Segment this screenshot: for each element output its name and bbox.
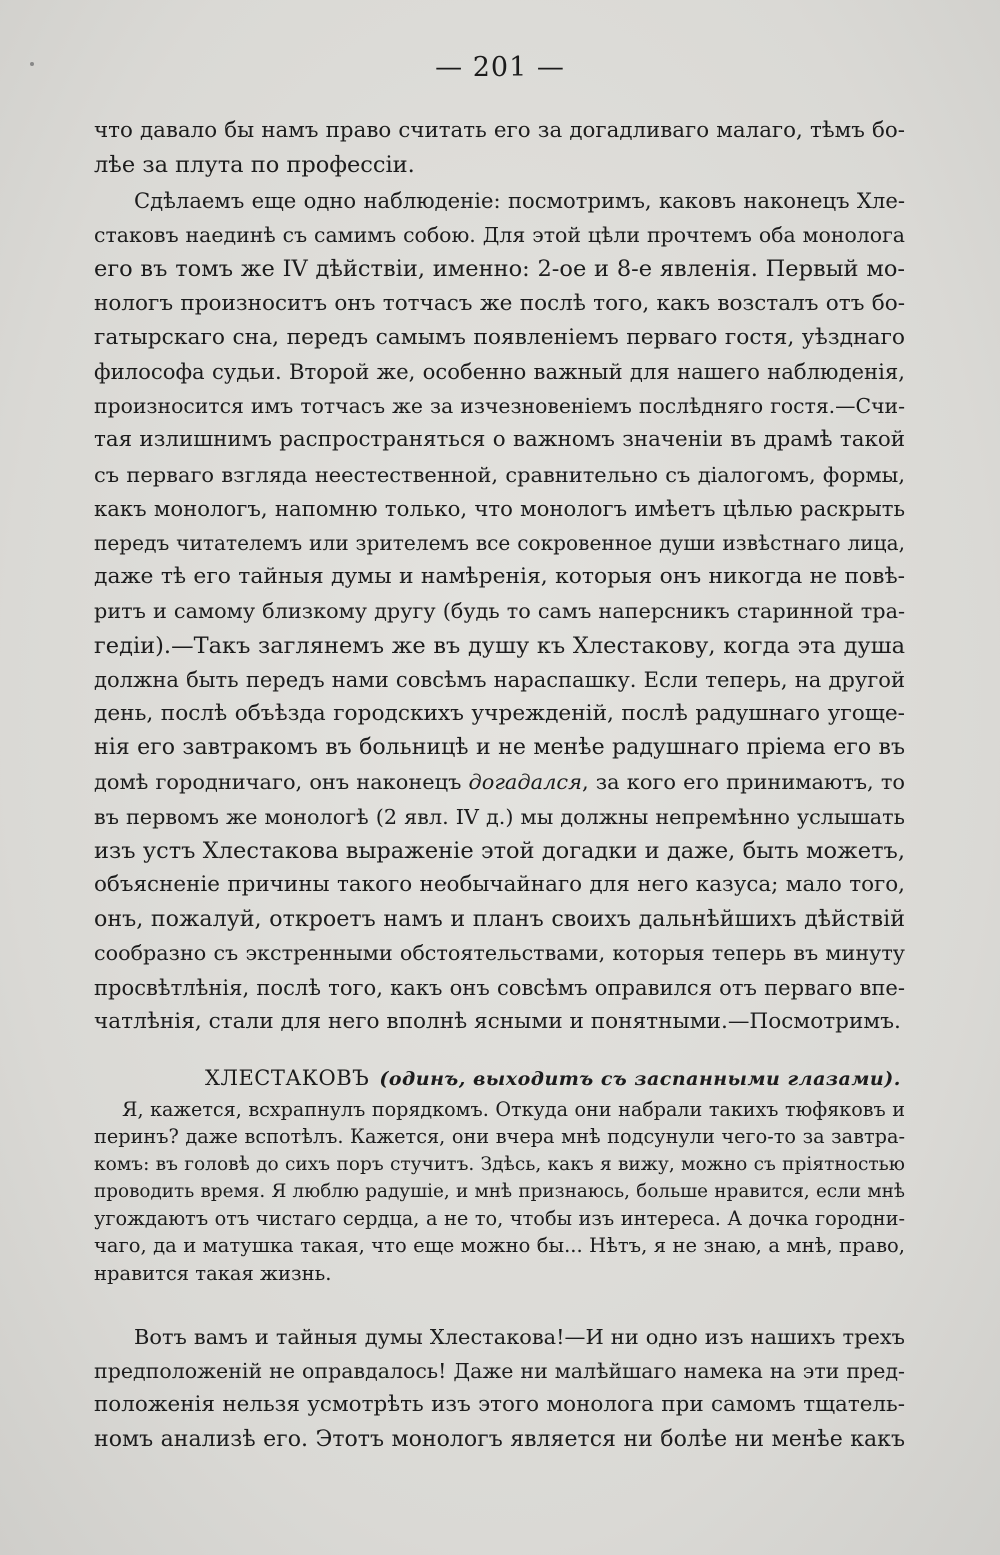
- text-line: изъ устъ Хлестакова выраженіе этой догадки и даже, быть можетъ,: [94, 837, 905, 864]
- monologue-quote: [94, 1096, 905, 1287]
- quote-line: перинъ? даже вспотѣлъ. Кажется, они вчера мнѣ подсунули чего-то за завтра-: [94, 1125, 905, 1149]
- quote-line: комъ: въ головѣ до сихъ поръ стучитъ. Здѣсь, какъ я вижу, можно съ пріятностью: [94, 1153, 905, 1175]
- text-line: Вотъ вамъ и тайныя думы Хлестакова!—И ни одно изъ нашихъ трехъ: [134, 1325, 905, 1349]
- monologue-heading: [205, 1066, 901, 1090]
- text-line: гедіи).—Такъ заглянемъ же въ душу къ Хлестакову, когда эта душа: [94, 632, 905, 659]
- paragraph-3: [94, 1320, 905, 1457]
- page-number: — 201 —: [435, 52, 565, 83]
- text-line: объясненіе причины такого необычайнаго для него казуса; мало того,: [94, 872, 905, 898]
- text-line: лѣе за плута по профессіи.: [94, 152, 415, 179]
- text-line: положенія нельзя усмотрѣть изъ этого монолога при самомъ тщатель-: [94, 1392, 905, 1418]
- text-line: философа судьи. Второй же, особенно важный для нашего наблюденія,: [94, 359, 905, 385]
- text-segment: , за кого его принимаютъ, то: [581, 770, 905, 795]
- text-line: ритъ и самому близкому другу (будь то самъ наперсникъ старинной тра-: [94, 599, 905, 624]
- text-line: нологъ произноситъ онъ тотчасъ же послѣ того, какъ возсталъ отъ бо-: [94, 290, 905, 316]
- quote-line: чаго, да и матушка такая, что еще можно бы... Нѣтъ, я не знаю, а мнѣ, право,: [94, 1234, 905, 1258]
- text-line: гатырскаго сна, передъ самымъ появленіемъ перваго гостя, уѣзднаго: [94, 324, 905, 350]
- text-line: просвѣтлѣнія, послѣ того, какъ онъ совсѣмъ оправился отъ перваго впе-: [94, 974, 905, 1000]
- paragraph-2: [94, 184, 905, 1039]
- quote-line: проводить время. Я люблю радушіе, и мнѣ признаюсь, больше нравится, если мнѣ: [94, 1180, 905, 1202]
- speaker-name: ХЛЕСТАКОВЪ: [205, 1066, 370, 1090]
- text-line: что давало бы намъ право считать его за догадливаго малаго, тѣмъ бо-: [94, 118, 905, 143]
- text-line: въ первомъ же монологѣ (2 явл. IV д.) мы должны непремѣнно услышать: [94, 804, 905, 829]
- text-line: какъ монологъ, напомню только, что монологъ имѣетъ цѣлью раскрыть: [94, 495, 905, 521]
- text-line: тая излишнимъ распространяться о важномъ значеніи въ драмѣ такой: [94, 427, 905, 453]
- text-line-with-emphasis: [94, 765, 905, 799]
- text-line: нія его завтракомъ въ больницѣ и не менѣе радушнаго пріема его въ: [94, 735, 905, 761]
- text-line: чатлѣнія, стали для него вполнѣ ясными и понятными.—Посмотримъ.: [94, 1008, 901, 1034]
- text-line: его въ томъ же IV дѣйствіи, именно: 2-ое и 8-е явленія. Первый мо-: [94, 256, 905, 283]
- text-line: должна быть передъ нами совсѣмъ нараспашку. Если теперь, на другой: [94, 666, 905, 692]
- text-line: стаковъ наединѣ съ самимъ собою. Для этой цѣли прочтемъ оба монолога: [94, 223, 905, 248]
- text-line: предположеній не оправдалось! Даже ни малѣйшаго намека на эти пред-: [94, 1359, 905, 1384]
- text-line: номъ анализѣ его. Этотъ монологъ является ни болѣе ни менѣе какъ: [94, 1426, 905, 1452]
- text-line: онъ, пожалуй, откроетъ намъ и планъ своихъ дальнѣйшихъ дѣйствій: [94, 906, 905, 933]
- text-line: съ перваго взгляда неестественной, сравнительно съ діалогомъ, формы,: [94, 462, 905, 487]
- paragraph-1: [94, 114, 905, 182]
- emphasized-word: догадался: [468, 770, 582, 795]
- stage-direction: (одинъ, выходитъ съ заспанными глазами).: [379, 1068, 901, 1090]
- text-line: произносится имъ тотчасъ же за изчезновеніемъ послѣдняго гостя.—Счи-: [94, 394, 905, 419]
- text-line: Сдѣлаемъ еще одно наблюденіе: посмотримъ, каковъ наконецъ Хле-: [134, 188, 905, 213]
- quote-line: угождаютъ отъ чистаго сердца, а не то, чтобы изъ интереса. А дочка городни-: [94, 1207, 905, 1231]
- text-line: сообразно съ экстренными обстоятельствами, которыя теперь въ минуту: [94, 941, 905, 966]
- text-line: даже тѣ его тайныя думы и намѣренія, которыя онъ никогда не повѣ-: [94, 564, 905, 590]
- text-segment: домѣ городничаго, онъ наконецъ: [94, 770, 462, 795]
- quote-line: Я, кажется, всхрапнулъ порядкомъ. Откуда они набрали такихъ тюфяковъ и: [122, 1098, 905, 1121]
- quote-line: нравится такая жизнь.: [94, 1261, 332, 1285]
- text-line: день, послѣ объѣзда городскихъ учрежденій, послѣ радушнаго угоще-: [94, 701, 905, 727]
- text-line: передъ читателемъ или зрителемъ все сокровенное души извѣстнаго лица,: [94, 531, 905, 556]
